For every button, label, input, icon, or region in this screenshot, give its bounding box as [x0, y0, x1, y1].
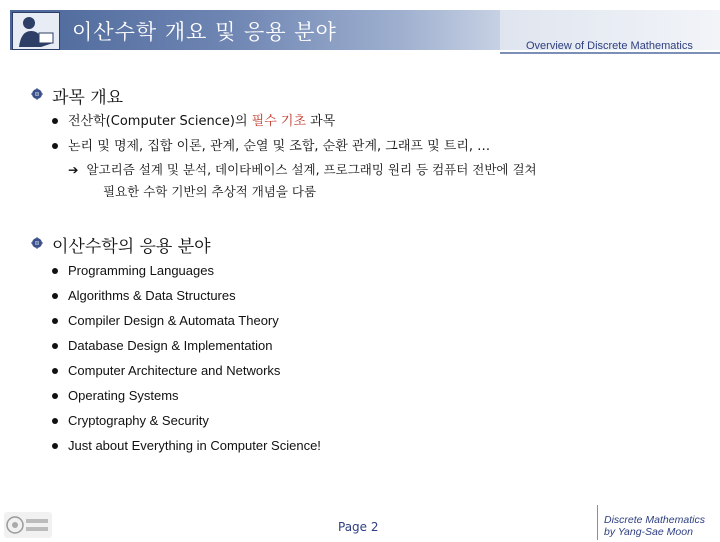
list-item	[52, 438, 321, 453]
list-item	[52, 135, 490, 154]
university-logo-icon	[4, 512, 52, 538]
arrow-note-continuation: 필요한 수학 기반의 추상적 개념을 다룸	[103, 184, 317, 199]
list-item-text: Database Design & Implementation	[68, 338, 273, 353]
bullet-dot	[52, 418, 58, 424]
list-item	[52, 363, 280, 378]
bullet-text: 논리 및 명제, 집합 이론, 관계, 순열 및 조합, 순환 관계, 그래프 및 트리, …	[68, 139, 491, 154]
list-item	[52, 338, 273, 353]
footer-author: by Yang-Sae Moon	[604, 526, 693, 538]
list-item-text: Computer Architecture and Networks	[68, 363, 281, 378]
bullet-dot	[52, 443, 58, 449]
bullet-text: 과목	[306, 114, 336, 129]
highlight-text: 필수 기초	[251, 114, 307, 129]
bullet-text: 전산학(Computer Science)의	[68, 114, 252, 129]
footer-course-info	[604, 514, 705, 538]
right-arrow-icon: ➔	[68, 162, 79, 177]
list-item-text: Just about Everything in Computer Science!	[68, 438, 321, 453]
list-item-text: Operating Systems	[68, 388, 179, 403]
list-item	[52, 110, 335, 129]
page-subtitle: Overview of Discrete Mathematics	[526, 40, 693, 52]
list-item-text: Algorithms & Data Structures	[68, 288, 236, 303]
section-bullet-icon	[30, 87, 44, 101]
arrow-note	[68, 160, 537, 178]
arrow-note-text: 알고리즘 설계 및 분석, 데이타베이스 설계, 프로그래밍 원리 등 컴퓨터 전반에 걸쳐	[86, 162, 537, 177]
page-title: 이산수학 개요 및 응용 분야	[72, 20, 337, 44]
bullet-dot	[52, 118, 58, 124]
list-item	[52, 263, 214, 278]
list-item-text: Compiler Design & Automata Theory	[68, 313, 279, 328]
section-title-overview: 과목 개요	[52, 88, 124, 108]
bullet-dot	[52, 343, 58, 349]
list-item	[52, 288, 236, 303]
bullet-dot	[52, 268, 58, 274]
page-number: Page 2	[338, 520, 379, 534]
bullet-dot	[52, 393, 58, 399]
bullet-dot	[52, 293, 58, 299]
footer-course: Discrete Mathematics	[604, 514, 705, 526]
bullet-dot	[52, 318, 58, 324]
list-item-text: Programming Languages	[68, 263, 214, 278]
footer-divider	[597, 505, 598, 540]
list-item	[52, 313, 279, 328]
list-item	[52, 413, 209, 428]
bullet-dot	[52, 143, 58, 149]
section-bullet-icon	[30, 236, 44, 250]
bullet-dot	[52, 368, 58, 374]
list-item	[52, 388, 179, 403]
section-title-applications: 이산수학의 응용 분야	[52, 237, 211, 257]
list-item-text: Cryptography & Security	[68, 413, 209, 428]
header-divider	[500, 52, 720, 54]
reader-logo-icon	[12, 12, 60, 50]
